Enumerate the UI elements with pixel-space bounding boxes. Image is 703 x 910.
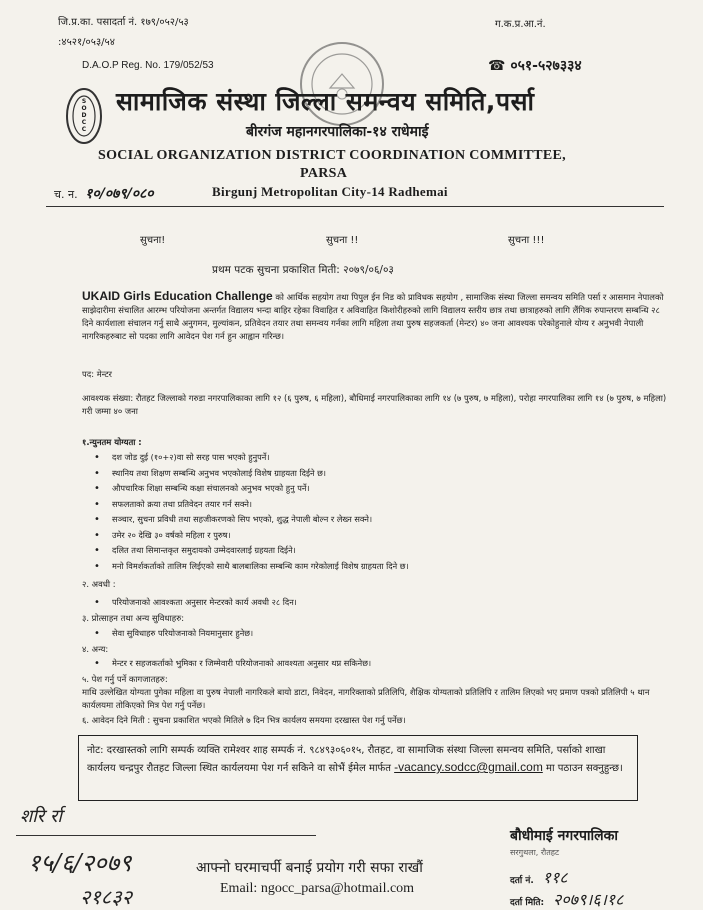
note-box: [78, 735, 638, 801]
reference-row: [54, 184, 154, 203]
phone-row: [488, 56, 582, 75]
intro-lead: UKAID Girls Education Challenge: [82, 289, 273, 303]
phone-number: ०५१-५२७३३४: [510, 58, 582, 74]
district-english: PARSA: [300, 166, 348, 181]
organization-name-nepali: सामाजिक संस्था जिल्ला समन्वय समिति,पर्सा: [116, 87, 535, 116]
list-item: • सञ्चार, सुचना प्रविधी तथा सहजीकरणको सिप भएको, शुद्ध नेपाली बोल्न र लेख्न सक्ने।: [94, 512, 664, 528]
intro-paragraph: [82, 290, 668, 343]
section-3-title: ३. प्रोत्साहन तथा अन्य सुविधाहरु:: [82, 613, 185, 623]
darta-date-label: दर्ता मिति:: [510, 898, 545, 908]
footer-slogan: आफ्नो घरमाचर्पी बनाई प्रयोग गरी सफा राखौं: [196, 860, 423, 876]
notice-heading-center: सुचना !!: [326, 235, 359, 246]
handwritten-number: २१८३२: [80, 885, 132, 909]
list-item: • दलित तथा सिमान्तकृत समुदायको उम्मेदवारलाई ग्रहयता दिईने।: [94, 543, 664, 559]
list-item: • परियोजनाको आवश्कता अनुसार मेन्टरको कार्य अवधी २८ दिन।: [94, 595, 664, 611]
darta-number: ११८: [542, 868, 568, 887]
address-english: Birgunj Metropolitan City-14 Radhemai: [212, 184, 448, 199]
publish-date-line: प्रथम पटक सुचना प्रकाशित मिती: २०७९/०६/०३: [212, 264, 394, 276]
list-item: • औपचारिक शिक्षा सम्बन्धि कक्षा संचालनको अनुभव भएको हुनु पर्ने।: [94, 481, 664, 497]
section-2-title: २. अवधी :: [82, 579, 116, 589]
footer-email: Email: ngocc_parsa@hotmail.com: [220, 881, 415, 896]
signature-top: शरि र्रा: [20, 806, 63, 827]
registration-stamp: [510, 826, 700, 910]
stamp-darta-date-row: [510, 888, 700, 910]
telephone-icon: ☎: [488, 58, 506, 74]
stamp-title: बौधीमाई नगरपालिका: [510, 828, 619, 844]
section-3-list: [94, 626, 664, 642]
section-6-text: ६. आवेदन दिने मिती : सुचना प्रकाशित भएको मितिले ७ दिन भित्र कार्यलय समयमा दरखास्त पेश गर्नु पर्नेछ।: [82, 715, 406, 725]
section-2-list: [94, 595, 664, 611]
list-item: • स्थानिय तथा शिक्षण सम्बन्धि अनुभव भएकोलाई विशेष ग्राहयता दिईने छ।: [94, 466, 664, 482]
stamp-subtitle: सरगुथला, रौतहट: [510, 848, 560, 857]
darta-date: २०७९।६।१८: [553, 890, 624, 909]
header-divider: [46, 206, 664, 207]
daop-registration: D.A.O.P Reg. No. 179/052/53: [82, 60, 214, 71]
address-nepali: बीरगंज महानगरपालिका-१४ राधेमाई: [246, 124, 429, 140]
note-text: नोट: दरखास्तको लागि सम्पर्क व्यक्ति रामेश्वर शाह सम्पर्क नं. ९८४९३०६०१५, रौतहट, वा सामाजिक संस्था जिल्ला समन्वय समिति, पर्साको शाखा कार्यलय चन्द्रपुर रौतहट जिल्ला स्थित कार्यलयमा पेश गर्न सकिने वा सोभैं ईमेल मार्फत: [87, 745, 606, 774]
intro-text: को आर्थिक सहयोग तथा पिपुल ईन निड को प्राविधक सहयोग , सामाजिक संस्था जिल्ला समन्वय समिति पर्सा र आसमान नेपालको साझेदारीमा संचालित आरम्भ परियोजना अन्तर्गत विद्यालय भन्दा बाहिर रहेका विवाहित र अविवाहित किशोरीहरुको लागि विद्यालय स्तरीय छात्र तथा छात्राहरुको लागि लैंगिक रुपान्तरण सम्बन्धि २८ दिने कार्यशाला संचालन गर्नु साथै अनुगमन, मुल्यांकन, प्रतिवेदन तयार तथा समन्वय गर्नका लागि महिला तथा पुरुष सहजकर्ता (मेन्टर) ४० जना आवश्यक परेकोहुनाले योग्य र अनुभवी नेपाली नागरिकहरुबाट सो पदका लागि आवेदन पेश गर्न हुन आह्वान गरिन्छ।: [82, 292, 664, 341]
list-item: • मनो विमर्शकर्ताको तालिम लिईएको साथै बालबालिका सम्बन्धि काम गरेकोलाई विशेष ग्राहयता दिने छ।: [94, 559, 664, 575]
registration-line-2: :४५२१/०५३/५४: [58, 37, 115, 48]
list-item: • सेवा सुविधाहरु परियोजनाको नियमानुसार हुनेछ।: [94, 626, 664, 642]
darta-number-label: दर्ता नं.: [510, 876, 534, 886]
reference-number: १०/०७९/०८०: [85, 186, 154, 202]
section-5-text: माथि उल्लेखित योग्यता पुगेका महिला वा पुरुष नेपाली नागरिकले बायो डाटा, निवेदन, नागरिक्ताको प्रतिलिपि, शैक्षिक योग्यताको प्रतिलिपि र तालिम लिएको भए प्रमाण पत्रको प्रतिलिपी ५ थान कार्यलयमा तोकिएको मित्र पेश गर्नु पर्नेछ।: [82, 687, 650, 710]
section-1-list: [94, 450, 664, 574]
sodcc-logo: [64, 86, 104, 146]
reference-label: च. न.: [54, 188, 78, 201]
notice-heading-left: सुचना!: [140, 235, 166, 246]
organization-name-english: SOCIAL ORGANIZATION DISTRICT COORDINATION COMMITTEE,: [98, 148, 566, 163]
list-item: • दश जोड दुई (१०+२)वा सो सरह पास भएको हुनुपर्ने।: [94, 450, 664, 466]
note-tail: मा पठाउन सक्नुहुन्छ।: [546, 763, 623, 774]
list-item: • सफलताको क्रया तथा प्रतिवेदन तयार गर्न सक्ने।: [94, 497, 664, 513]
list-item: • उमेर २० देखि ३० वर्षको महिला र पुरुष।: [94, 528, 664, 544]
note-email-link[interactable]: -vacancy.sodcc@gmail.com: [394, 760, 543, 774]
section-4-title: ४. अन्य:: [82, 644, 109, 654]
signature-line: [16, 835, 316, 836]
post-title: पद: मेन्टर: [82, 369, 112, 379]
requirement-text: आवश्यक संख्या: रौतहट जिल्लाको गरुडा नगरपालिकाका लागि १२ (६ पुरुष, ६ महिला), बौधिमाई नगरपालिकाका लागि १४ (७ पुरुष, ७ महिला), परोहा नगरपालिका लागि १४ (७ पुरुष, ७ महिला) गरी जम्मा ४० जना: [82, 393, 667, 416]
handwritten-date: १५/६/२०७९: [28, 849, 132, 877]
stamp-darta-number-row: [510, 866, 700, 888]
logo-text: SODCC: [81, 98, 87, 133]
department-ref: ग.क.प्र.आ.नं.: [495, 19, 546, 30]
registration-line-1: जि.प्र.का. पसादर्ता नं. १७९/०५२/५३: [58, 17, 189, 28]
section-4-list: [94, 656, 664, 672]
notice-heading-right: सुचना !!!: [508, 235, 545, 246]
section-1-title: १.न्युनतम योग्यता :: [82, 437, 142, 447]
section-5-title: ५. पेश गर्नु पर्ने कागजातहरु:: [82, 674, 168, 684]
list-item: • मेन्टर र सहजकर्ताको भुमिका र जिम्मेवारी परियोजनाको आवश्यता अनुसार थप्न सकिनेछ।: [94, 656, 664, 672]
